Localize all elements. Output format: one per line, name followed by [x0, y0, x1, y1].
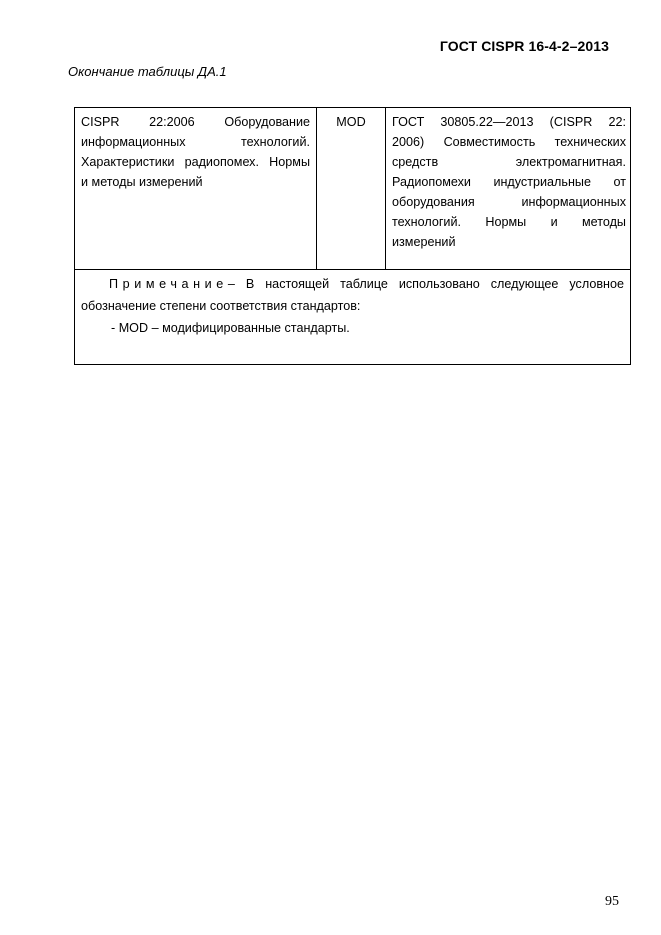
international-standard-line: CISPR 22:2006 Оборудование: [81, 115, 310, 129]
note-heading: Примечание: [109, 277, 228, 291]
degree-of-correspondence-value: MOD: [336, 115, 366, 129]
national-standard-line: ГОСТ 30805.22—2013 (CISPR 22:: [392, 115, 626, 129]
table-caption: Окончание таблицы ДА.1: [68, 64, 227, 79]
international-standard-cell: [75, 108, 317, 269]
national-standard-cell: [386, 108, 632, 269]
note-list-item: - MOD – модифицированные стандарты.: [111, 321, 350, 335]
national-standard-line: Радиопомехи индустриальные от: [392, 175, 626, 189]
national-standard-line: средств электромагнитная.: [392, 155, 626, 169]
note-first-line-text: – В настоящей таблице использовано следующее условное: [227, 277, 624, 291]
standards-correspondence-table: [74, 107, 631, 365]
document-standard-code: ГОСТ CISPR 16-4-2–2013: [439, 38, 609, 54]
degree-of-correspondence-cell: [317, 108, 386, 269]
table-row: [75, 108, 630, 270]
table-note: [75, 270, 630, 364]
national-standard-line: оборудования информационных: [392, 195, 626, 209]
international-standard-line: и методы измерений: [81, 175, 203, 189]
international-standard-line: Характеристики радиопомех. Нормы: [81, 155, 310, 169]
note-first-line: [109, 273, 624, 295]
national-standard-line: технологий. Нормы и методы: [392, 215, 626, 229]
national-standard-line: 2006) Совместимость технических: [392, 135, 626, 149]
national-standard-line: измерений: [392, 235, 456, 249]
page-number: 95: [605, 894, 619, 909]
note-second-line: обозначение степени соответствия стандартов:: [81, 299, 361, 313]
international-standard-line: информационных технологий.: [81, 135, 310, 149]
